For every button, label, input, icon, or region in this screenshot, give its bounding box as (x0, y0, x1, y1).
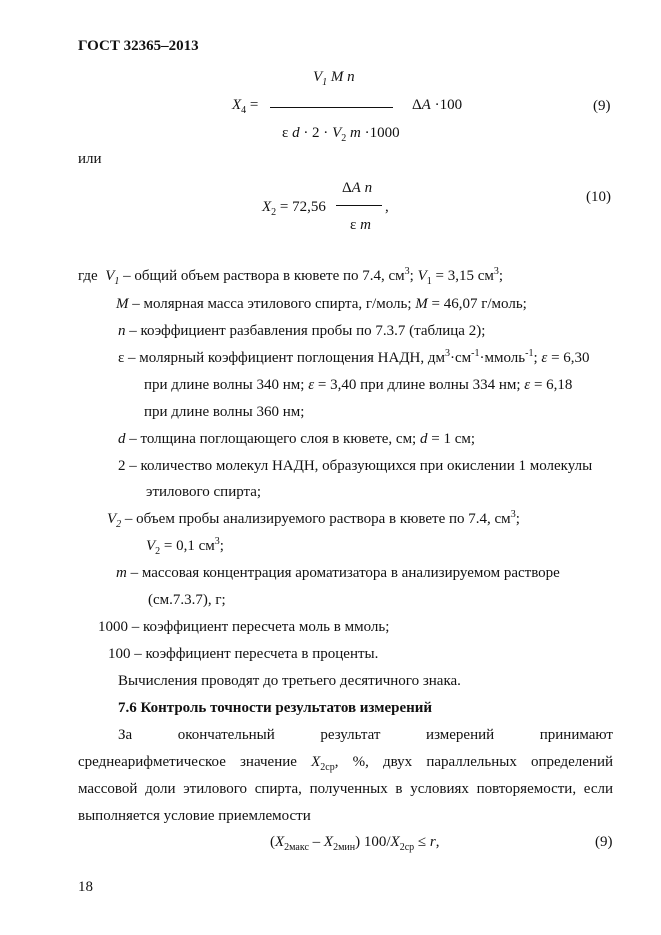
acceptability-formula: $(X_{2макс} - X_{2мин}) 100/X_{2ср} \le r$, (270, 834, 440, 853)
para-word: За (118, 727, 133, 743)
def-epsilon-line1: ε – молярный коэффициент поглощения НАДН, $дм^3\cdot см^{-1}\cdot ммоль^{-1}$; ε = 6,30 (118, 348, 590, 366)
def-n: n – коэффициент разбавления пробы по 7.3.7 (таблица 2); (118, 323, 486, 339)
formula-9-multiplier: ΔA ·100 (412, 97, 463, 113)
para-word: измерений (426, 727, 495, 743)
def-two-line1: 2 – количество молекул НАДН, образующихся при окислении 1 молекулы (118, 458, 593, 474)
def-epsilon-line2: при длине волны 340 нм; ε = 3,40 при длине волны 334 нм; ε = 6,18 (144, 377, 573, 393)
or-text: или (78, 151, 102, 167)
def-v2-line2: $V_2 = 0,1$ $см^3$; (146, 536, 224, 557)
para-line1-words (118, 727, 613, 744)
def-m: M – молярная масса этилового спирта, г/моль; M = 46,07 г/моль; (116, 296, 527, 312)
para-line3-text: массовой доли этилового спирта, полученных в условиях повторяемости, если (78, 781, 613, 797)
def-1000: 1000 – коэффициент пересчета моль в ммоль; (98, 619, 390, 635)
formula-10-lhs: $X_2 = 72,56$ (262, 199, 326, 218)
para-word: результат (320, 727, 381, 743)
formula-9-fraction-bar (270, 107, 393, 108)
formula-10-comma: , (385, 199, 389, 215)
def-v1: где $V_1$ – общий объем раствора в кювете по 7.4, $см^3$; $V_1 = 3,15$ $см^3$; (78, 266, 504, 287)
para-word: окончательный (177, 727, 275, 743)
section-heading: 7.6 Контроль точности результатов измерений (118, 700, 433, 716)
para-line4: выполняется условие приемлемости (78, 808, 311, 824)
def-m2-line1: m – массовая концентрация ароматизатора в анализируемом растворе (116, 565, 560, 581)
para-line3 (78, 781, 613, 798)
def-m2-line2: (см.7.3.7), г; (148, 592, 226, 608)
formula-10-numerator: ΔA n (342, 180, 373, 196)
page-number: 18 (78, 879, 93, 895)
def-d: d – толщина поглощающего слоя в кювете, см; d = 1 см; (118, 431, 476, 447)
para-line1 (118, 727, 613, 744)
def-100: 100 – коэффициент пересчета в проценты. (108, 646, 379, 662)
def-v2-line1: $V_2$ – объем пробы анализируемого раствора в кювете по 7.4, $см^3$; (107, 509, 520, 530)
formula-9-denominator: ε $d \cdot 2 \cdot V_2$ m ·1000 (282, 125, 400, 144)
para-line2-text: среднеарифметическое значение $X_{2ср}$, %, двух параллельных определений (78, 754, 614, 773)
document-header: ГОСТ 32365–2013 (78, 38, 199, 54)
formula-10-denominator: ε m (350, 217, 371, 233)
acceptability-formula-number: (9) (595, 834, 613, 850)
formula-10-fraction-bar (336, 205, 382, 206)
formula-9-numerator: $V_1$ M n (313, 69, 355, 88)
formula-9-number: (9) (593, 98, 611, 114)
def-two-line2: этилового спирта; (146, 484, 262, 500)
para-line2 (78, 754, 613, 771)
calc-note: Вычисления проводят до третьего десятичного знака. (118, 673, 461, 689)
para-word: принимают (539, 727, 613, 743)
formula-10-number: (10) (586, 189, 611, 205)
formula-9-lhs: $X_4$ = (232, 97, 259, 116)
def-epsilon-line3: при длине волны 360 нм; (144, 404, 305, 420)
